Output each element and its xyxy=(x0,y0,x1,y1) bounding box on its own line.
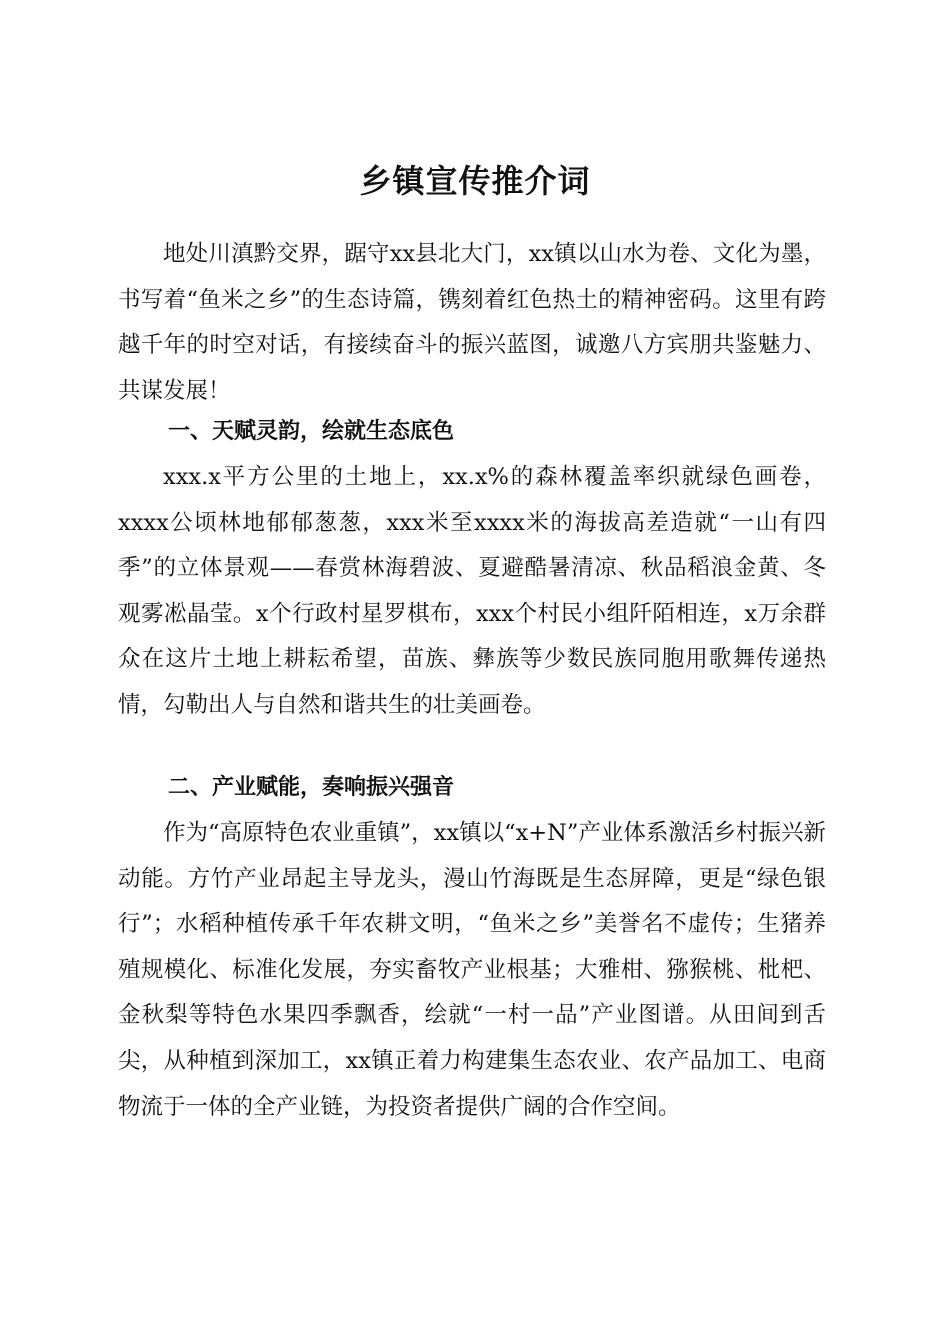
section-heading-1: 一、天赋灵韵，绘就生态底色 xyxy=(168,419,455,444)
document-title: 乡镇宣传推介词 xyxy=(359,162,591,201)
intro-paragraph: 地处川滇黔交界，踞守xx县北大门，xx镇以山水为卷、文化为墨，书写着“鱼米之乡”的生态诗篇，镌刻着红色热土的精神密码。这里有跨越千年的时空对话，有接续奋斗的振兴蓝图，诚邀八方宾朋共鉴魅力、共谋发展！ xyxy=(118,241,826,404)
section-paragraph-1: xxx.x平方公里的土地上，xx.x%的森林覆盖率织就绿色画卷，xxxx公顷林地郁郁葱葱，xxx米至xxxx米的海拔高差造就“一山有四季”的立体景观——春赏林海碧波、夏避酷暑清凉、秋品稻浪金黄、冬观雾凇晶莹。x个行政村星罗棋布，xxx个村民小组阡陌相连，x万余群众在这片土地上耕耘希望，苗族、彝族等少数民族同胞用歌舞传递热情，勾勒出人与自然和谐共生的壮美画卷。 xyxy=(118,464,826,718)
section-heading-2: 二、产业赋能，奏响振兴强音 xyxy=(168,775,455,800)
section-paragraph-2: 作为“高原特色农业重镇”，xx镇以“x+N”产业体系激活乡村振兴新动能。方竹产业昂起主导龙头，漫山竹海既是生态屏障，更是“绿色银行”；水稻种植传承千年农耕文明，“鱼米之乡”美誉名不虚传；生猪养殖规模化、标准化发展，夯实畜牧产业根基；大雅柑、猕猴桃、枇杷、金秋梨等特色水果四季飘香，绘就“一村一品”产业图谱。从田间到舌尖，从种植到深加工，xx镇正着力构建集生态农业、农产品加工、电商物流于一体的全产业链，为投资者提供广阔的合作空间。 xyxy=(118,820,826,1120)
